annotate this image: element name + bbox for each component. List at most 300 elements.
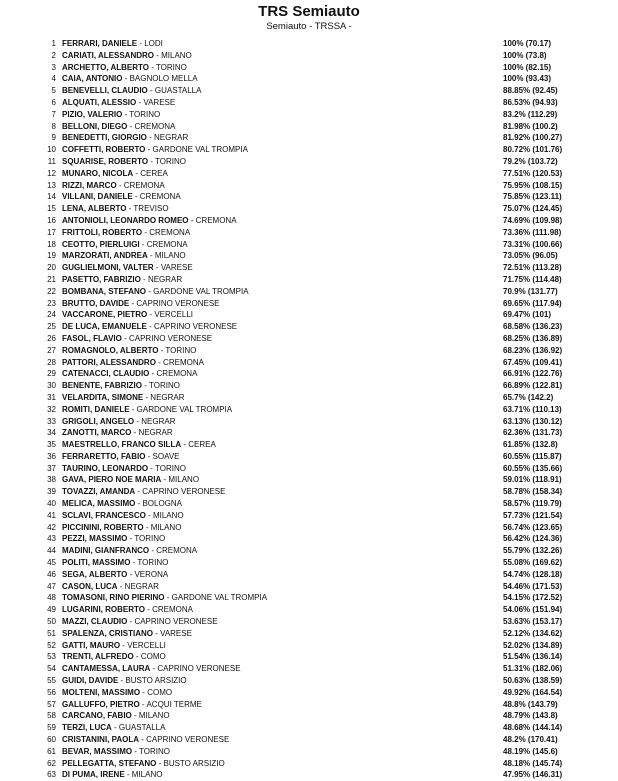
result-score: 54.74% (128.18) [503, 569, 563, 579]
shooter-club: GUASTALLA [154, 86, 202, 96]
result-row [0, 416, 618, 428]
shooter-name: ARCHETTO, ALBERTO [62, 62, 149, 72]
shooter-name: PASETTO, FABRIZIO [62, 274, 141, 284]
shooter-entry [62, 769, 162, 781]
result-rank: 24 [47, 310, 56, 320]
result-score: 75.07% (124.45) [503, 204, 563, 214]
shooter-club: CREMONA [163, 357, 204, 367]
shooter-club: ACQUI TERME [146, 699, 202, 709]
result-rank: 15 [47, 204, 56, 214]
result-rank: 60 [47, 735, 56, 745]
shooter-entry [62, 73, 198, 85]
result-rank: 4 [51, 74, 56, 84]
result-row [0, 734, 618, 746]
separator: - [143, 522, 151, 532]
result-rank: 5 [51, 86, 56, 96]
shooter-name: VELARDITA, SIMONE [62, 392, 144, 402]
shooter-entry [62, 416, 176, 428]
shooter-entry [62, 758, 225, 770]
shooter-entry [62, 203, 169, 215]
shooter-club: CREMONA [134, 121, 176, 131]
result-score: 66.89% (122.81) [503, 381, 563, 391]
separator: - [149, 369, 157, 379]
shooter-club: CREMONA [156, 546, 198, 556]
result-row [0, 592, 618, 604]
result-row [0, 286, 618, 298]
result-rank: 62 [47, 758, 56, 768]
result-score: 100% (82.15) [503, 62, 552, 72]
shooter-name: PELLEGATTA, STEFANO [62, 758, 157, 768]
result-rank: 9 [51, 133, 56, 143]
result-score: 83.2% (112.29) [503, 109, 558, 119]
shooter-club: CREMONA [149, 227, 191, 237]
separator: - [122, 109, 130, 119]
result-row [0, 510, 618, 522]
shooter-name: VILLANI, DANIELE [62, 192, 133, 202]
shooter-name: MAZZI, CLAUDIO [62, 617, 128, 627]
separator: - [145, 451, 153, 461]
result-score: 49.92% (164.54) [503, 687, 563, 697]
shooter-name: GUIDI, DAVIDE [62, 676, 119, 686]
separator: - [143, 392, 151, 402]
shooter-name: TAURINO, LEONARDO [62, 463, 149, 473]
result-rank: 53 [47, 652, 56, 662]
separator: - [116, 180, 124, 190]
shooter-club: TORINO [129, 109, 161, 119]
separator: - [118, 676, 126, 686]
result-score: 48.68% (144.14) [503, 723, 563, 733]
separator: - [156, 758, 164, 768]
page-title: TRS Semiauto [258, 3, 360, 20]
separator: - [146, 286, 154, 296]
shooter-club: CREMONA [123, 180, 165, 190]
separator: - [124, 770, 132, 780]
shooter-name: BRUTTO, DAVIDE [62, 298, 130, 308]
result-score: 100% (73.8) [503, 50, 547, 60]
shooter-entry [62, 746, 170, 758]
shooter-entry [62, 557, 168, 569]
separator: - [139, 239, 147, 249]
separator: - [150, 664, 158, 674]
shooter-name: COFFETTI, ROBERTO [62, 145, 146, 155]
result-rank: 45 [47, 558, 56, 568]
separator: - [142, 227, 150, 237]
result-rank: 56 [47, 687, 56, 697]
shooter-club: BAGNOLO MELLA [129, 74, 198, 84]
result-row [0, 156, 618, 168]
separator: - [132, 192, 140, 202]
shooter-entry [62, 699, 202, 711]
shooter-entry [62, 651, 166, 663]
shooter-club: CAPRINO VERONESE [154, 322, 238, 332]
separator: - [145, 510, 153, 520]
shooter-entry [62, 569, 168, 581]
shooter-name: PICCININI, ROBERTO [62, 522, 144, 532]
result-row [0, 250, 618, 262]
result-score: 73.36% (111.98) [503, 227, 562, 237]
result-rank: 10 [47, 145, 56, 155]
shooter-club: NEGRAR [154, 133, 189, 143]
result-rank: 7 [51, 109, 56, 119]
shooter-name: TERZI, LUCA [62, 723, 112, 733]
separator: - [148, 62, 156, 72]
result-row [0, 474, 618, 486]
result-rank: 8 [51, 121, 56, 131]
shooter-entry [62, 687, 172, 699]
result-rank: 28 [47, 357, 56, 367]
shooter-entry [62, 132, 188, 144]
result-row [0, 203, 618, 215]
shooter-club: CAPRINO VERONESE [157, 664, 241, 674]
separator: - [135, 487, 143, 497]
shooter-entry [62, 121, 175, 133]
result-rank: 26 [47, 333, 56, 343]
result-score: 54.15% (172.52) [503, 593, 563, 603]
shooter-entry [62, 109, 160, 121]
result-score: 48.79% (143.8) [503, 711, 558, 721]
result-rank: 50 [47, 617, 56, 627]
result-rank: 20 [47, 263, 56, 273]
shooter-entry [62, 616, 218, 628]
result-score: 66.91% (122.76) [503, 369, 563, 379]
result-row [0, 628, 618, 640]
result-row [0, 769, 618, 781]
result-rank: 17 [47, 227, 56, 237]
result-score: 75.95% (108.15) [503, 180, 563, 190]
result-row [0, 274, 618, 286]
separator: - [145, 145, 153, 155]
result-row [0, 486, 618, 498]
shooter-entry [62, 215, 237, 227]
shooter-entry [62, 486, 225, 498]
shooter-name: VACCARONE, PIETRO [62, 310, 148, 320]
shooter-entry [62, 545, 197, 557]
separator: - [147, 251, 155, 261]
shooter-entry [62, 345, 196, 357]
result-rank: 6 [51, 97, 56, 107]
shooter-club: VARESE [160, 263, 193, 273]
separator: - [139, 735, 147, 745]
shooter-entry [62, 474, 199, 486]
shooter-entry [62, 675, 187, 687]
shooter-club: GARDONE VAL TROMPIA [171, 593, 268, 603]
result-row [0, 368, 618, 380]
result-score: 80.72% (101.76) [503, 145, 563, 155]
separator: - [129, 298, 137, 308]
result-score: 58.78% (158.34) [503, 487, 563, 497]
result-row [0, 651, 618, 663]
result-rank: 18 [47, 239, 56, 249]
shooter-entry [62, 250, 186, 262]
shooter-entry [62, 710, 170, 722]
result-score: 52.02% (134.89) [503, 640, 563, 650]
shooter-name: GUGLIELMONI, VALTER [62, 263, 154, 273]
shooter-club: BUSTO ARSIZIO [163, 758, 225, 768]
result-row [0, 404, 618, 416]
shooter-name: GATTI, MAURO [62, 640, 121, 650]
result-row [0, 699, 618, 711]
shooter-club: CAPRINO VERONESE [134, 617, 218, 627]
shooter-name: CANTAMESSA, LAURA [62, 664, 151, 674]
result-score: 51.54% (136.14) [503, 652, 563, 662]
shooter-entry [62, 592, 267, 604]
shooter-club: SOAVE [152, 451, 180, 461]
separator: - [139, 699, 147, 709]
shooter-name: GALLUFFO, PIETRO [62, 699, 140, 709]
result-score: 72.51% (113.28) [503, 263, 562, 273]
shooter-club: TORINO [134, 534, 166, 544]
shooter-entry [62, 168, 168, 180]
result-row [0, 50, 618, 62]
shooter-name: BENENTE, FABRIZIO [62, 381, 143, 391]
shooter-name: FASOL, FLAVIO [62, 333, 122, 343]
result-score: 86.53% (94.93) [503, 97, 558, 107]
shooter-name: FRITTOLI, ROBERTO [62, 227, 143, 237]
shooter-name: DI PUMA, IRENE [62, 770, 125, 780]
result-row [0, 180, 618, 192]
result-row [0, 463, 618, 475]
shooter-entry [62, 274, 182, 286]
result-score: 62.36% (131.73) [503, 428, 563, 438]
shooter-club: VERCELLI [154, 310, 193, 320]
result-score: 69.47% (101) [503, 310, 552, 320]
result-score: 57.73% (121.54) [503, 510, 563, 520]
shooter-entry [62, 533, 165, 545]
result-score: 48.2% (170.41) [503, 735, 558, 745]
result-rank: 27 [47, 345, 56, 355]
shooter-entry [62, 309, 193, 321]
result-rank: 46 [47, 569, 56, 579]
shooter-entry [62, 640, 166, 652]
result-score: 48.19% (145.6) [503, 746, 558, 756]
shooter-entry [62, 357, 204, 369]
result-row [0, 262, 618, 274]
result-rank: 3 [51, 62, 56, 72]
shooter-club: MILANO [138, 711, 170, 721]
separator: - [181, 440, 189, 450]
shooter-entry [62, 498, 182, 510]
shooter-club: TORINO [155, 62, 187, 72]
result-rank: 31 [47, 392, 56, 402]
result-row [0, 309, 618, 321]
result-score: 79.2% (103.72) [503, 156, 558, 166]
result-score: 50.63% (138.59) [503, 676, 563, 686]
result-row [0, 498, 618, 510]
separator: - [146, 133, 155, 143]
shooter-entry [62, 227, 190, 239]
shooter-club: CREMONA [152, 605, 193, 615]
result-row [0, 191, 618, 203]
result-rank: 55 [47, 676, 56, 686]
shooter-name: TOMASONI, RINO PIERINO [62, 593, 165, 603]
result-row [0, 581, 618, 593]
shooter-club: CREMONA [139, 192, 181, 202]
separator: - [126, 204, 134, 214]
shooter-entry [62, 628, 192, 640]
result-row [0, 533, 618, 545]
result-score: 63.71% (110.13) [503, 404, 562, 414]
shooter-club: CEREA [188, 440, 216, 450]
result-row [0, 121, 618, 133]
separator: - [111, 723, 119, 733]
result-rank: 44 [47, 546, 56, 556]
shooter-club: TORINO [155, 463, 187, 473]
result-rank: 19 [47, 251, 56, 261]
result-rank: 57 [47, 699, 56, 709]
result-rank: 58 [47, 711, 56, 721]
shooter-club: MILANO [131, 770, 163, 780]
shooter-club: VARESE [160, 628, 192, 638]
shooter-club: TORINO [137, 558, 169, 568]
result-row [0, 62, 618, 74]
shooter-entry [62, 392, 185, 404]
shooter-name: GRIGOLI, ANGELO [62, 416, 135, 426]
result-rank: 1 [51, 39, 56, 48]
result-row [0, 710, 618, 722]
shooter-entry [62, 427, 173, 439]
result-score: 56.74% (123.65) [503, 522, 563, 532]
shooter-entry [62, 298, 220, 310]
result-row [0, 392, 618, 404]
result-row [0, 85, 618, 97]
result-row [0, 132, 618, 144]
result-rank: 59 [47, 723, 56, 733]
separator: - [161, 475, 169, 485]
shooter-entry [62, 191, 181, 203]
result-score: 100% (93.43) [503, 74, 552, 84]
result-rank: 13 [47, 180, 56, 190]
result-score: 58.57% (119.79) [503, 499, 562, 509]
shooter-entry [62, 286, 249, 298]
result-row [0, 333, 618, 345]
shooter-entry [62, 333, 212, 345]
shooter-name: CATENACCI, CLAUDIO [62, 369, 150, 379]
result-row [0, 109, 618, 121]
result-row [0, 227, 618, 239]
result-rank: 16 [47, 215, 56, 225]
shooter-club: GARDONE VAL TROMPIA [152, 145, 248, 155]
result-rank: 43 [47, 534, 56, 544]
shooter-club: VERCELLI [127, 640, 166, 650]
result-rank: 52 [47, 640, 56, 650]
separator: - [133, 168, 141, 178]
separator: - [134, 416, 142, 426]
shooter-club: GARDONE VAL TROMPIA [153, 286, 249, 296]
separator: - [152, 628, 161, 638]
result-row [0, 321, 618, 333]
shooter-entry [62, 85, 201, 97]
shooter-club: TORINO [148, 381, 180, 391]
separator: - [140, 274, 148, 284]
separator: - [154, 50, 162, 60]
result-row [0, 215, 618, 227]
shooter-club: BOLOGNA [142, 499, 183, 509]
shooter-name: MADINI, GIANFRANCO [62, 546, 150, 556]
shooter-entry [62, 380, 180, 392]
shooter-club: TORINO [155, 156, 187, 166]
separator: - [158, 345, 166, 355]
shooter-entry [62, 321, 237, 333]
shooter-club: CREMONA [195, 215, 237, 225]
result-score: 69.65% (117.94) [503, 298, 562, 308]
separator: - [148, 156, 156, 166]
separator: - [117, 581, 125, 591]
result-rank: 35 [47, 440, 56, 450]
result-score: 75.85% (123.11) [503, 192, 562, 202]
separator: - [146, 322, 154, 332]
shooter-name: DE LUCA, EMANUELE [62, 322, 147, 332]
shooter-entry [62, 734, 229, 746]
result-score: 60.55% (115.87) [503, 451, 562, 461]
shooter-name: RIZZI, MARCO [62, 180, 117, 190]
result-score: 47.95% (146.31) [503, 770, 563, 780]
result-score: 73.05% (96.05) [503, 251, 558, 261]
shooter-entry [62, 262, 193, 274]
result-score: 100% (70.17) [503, 39, 552, 48]
shooter-name: LUGARINI, ROBERTO [62, 605, 145, 615]
shooter-name: GAVA, PIERO NOE MARIA [62, 475, 162, 485]
result-score: 71.75% (114.48) [503, 274, 562, 284]
shooter-name: ANTONIOLI, LEONARDO ROMEO [62, 215, 189, 225]
shooter-name: SCLAVI, FRANCESCO [62, 510, 146, 520]
shooter-name: ROMITI, DANIELE [62, 404, 130, 414]
shooter-name: MAESTRELLO, FRANCO SILLA [62, 440, 182, 450]
shooter-club: MILANO [161, 50, 192, 60]
shooter-entry [62, 439, 216, 451]
result-row [0, 451, 618, 463]
shooter-club: MILANO [150, 522, 182, 532]
result-rank: 61 [47, 746, 56, 756]
separator: - [122, 74, 130, 84]
shooter-name: SQUARISE, ROBERTO [62, 156, 149, 166]
shooter-club: COMO [147, 687, 173, 697]
shooter-club: COMO [140, 652, 166, 662]
shooter-name: PEZZI, MASSIMO [62, 534, 128, 544]
result-score: 67.45% (109.41) [503, 357, 563, 367]
result-score: 52.12% (134.62) [503, 628, 563, 638]
separator: - [155, 357, 164, 367]
result-score: 54.46% (171.53) [503, 581, 563, 591]
result-rank: 2 [51, 50, 56, 60]
result-row [0, 675, 618, 687]
result-row [0, 545, 618, 557]
shooter-club: GARDONE VAL TROMPIA [136, 404, 233, 414]
result-row [0, 97, 618, 109]
page-subtitle: Semiauto - TRSSA - [266, 21, 352, 32]
shooter-name: BELLONI, DIEGO [62, 121, 128, 131]
shooter-club: CEREA [140, 168, 168, 178]
result-score: 51.31% (182.06) [503, 664, 563, 674]
result-score: 77.51% (120.53) [503, 168, 563, 178]
result-score: 61.85% (132.8) [503, 440, 558, 450]
shooter-name: ROMAGNOLO, ALBERTO [62, 345, 159, 355]
shooter-entry [62, 581, 159, 593]
shooter-entry [62, 368, 197, 380]
separator: - [121, 333, 129, 343]
shooter-club: TREVISO [133, 204, 169, 214]
shooter-name: PIZIO, VALERIO [62, 109, 123, 119]
result-rank: 21 [47, 274, 56, 284]
shooter-entry [62, 38, 163, 50]
separator: - [127, 569, 135, 579]
separator: - [147, 310, 155, 320]
shooter-entry [62, 144, 248, 156]
separator: - [147, 86, 155, 96]
shooter-name: MOLTENI, MASSIMO [62, 687, 141, 697]
result-rank: 14 [47, 192, 56, 202]
result-score: 48.18% (145.74) [503, 758, 563, 768]
shooter-name: MARZORATI, ANDREA [62, 251, 148, 261]
